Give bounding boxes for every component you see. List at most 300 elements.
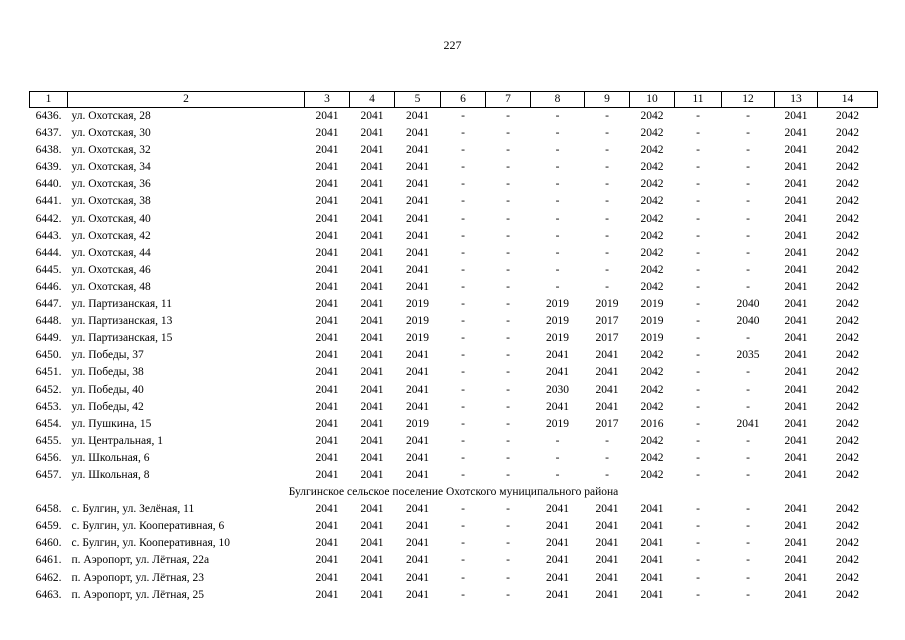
table-cell: 2041 [640, 537, 664, 550]
row-number: 6461. [35, 554, 62, 567]
row-number: 6462. [35, 571, 62, 584]
table-cell: 2041 [406, 400, 429, 413]
table-cell: 2041 [360, 468, 384, 481]
table-cell: 2041 [315, 366, 339, 379]
table-cell: - [461, 383, 465, 396]
table-cell: - [461, 280, 465, 293]
table-cell: 2041 [360, 571, 384, 584]
table-cell: - [506, 127, 510, 140]
table-cell: 2041 [315, 332, 339, 345]
table-cell: - [696, 571, 700, 584]
table-cell: - [506, 571, 510, 584]
table-row [30, 433, 878, 450]
table-cell: - [461, 161, 465, 174]
row-number: 6438. [35, 144, 62, 157]
table-cell: 2041 [784, 110, 808, 122]
table-cell: 2042 [640, 280, 664, 293]
table-cell: - [605, 212, 609, 225]
table-cell: 2019 [595, 298, 619, 311]
table-cell: 2041 [784, 212, 808, 225]
table-cell: 2042 [836, 417, 859, 430]
table-cell: - [506, 366, 510, 379]
table-cell: - [696, 468, 700, 481]
table-cell: 2041 [784, 400, 808, 413]
table-cell: 2042 [640, 366, 664, 379]
table-cell: 2041 [406, 195, 429, 208]
table-cell: - [506, 315, 510, 328]
table-cell: 2019 [546, 332, 569, 345]
table-cell: 2041 [360, 263, 384, 276]
table-row [30, 450, 878, 467]
table-cell: 2041 [360, 195, 384, 208]
table-cell: - [746, 554, 750, 567]
row-number: 6458. [35, 503, 62, 516]
table-cell: - [555, 127, 560, 140]
table-cell: - [696, 451, 700, 464]
table-cell: 2041 [736, 417, 760, 430]
table-row [30, 262, 878, 279]
table-cell: 2041 [315, 229, 339, 242]
table-cell: - [461, 349, 465, 362]
table-cell: - [696, 417, 700, 430]
table-row [30, 142, 878, 159]
row-address: ул. Охотская, 40 [71, 212, 151, 225]
row-address: ул. Центральная, 1 [71, 434, 163, 447]
table-cell: - [696, 127, 700, 140]
table-cell: - [696, 161, 700, 174]
table-cell: 2041 [315, 110, 339, 122]
row-address: ул. Партизанская, 15 [71, 332, 173, 345]
table-cell: - [696, 503, 700, 516]
table-cell: 2041 [784, 280, 808, 293]
table-cell: - [746, 400, 750, 413]
table-cell: 2041 [595, 349, 619, 362]
table-cell: 2041 [595, 537, 619, 550]
table-cell: - [555, 246, 560, 259]
row-address: ул. Охотская, 28 [71, 110, 151, 122]
table-cell: 2041 [784, 246, 808, 259]
table-cell: 2041 [360, 554, 384, 567]
table-cell: 2042 [640, 434, 664, 447]
row-number: 6439. [35, 161, 62, 174]
table-cell: - [746, 246, 750, 259]
table-cell: 2041 [315, 383, 339, 396]
table-cell: 2041 [406, 383, 429, 396]
table-cell: 2042 [640, 400, 664, 413]
table-cell: 2041 [406, 110, 429, 122]
table-cell: 2019 [546, 417, 569, 430]
table-cell: 2041 [360, 315, 384, 328]
row-number: 6456. [35, 451, 62, 464]
table-cell: 2041 [406, 212, 429, 225]
table-cell: - [461, 332, 465, 345]
table-cell: - [696, 332, 700, 345]
table-cell: 2042 [836, 503, 859, 516]
table-cell: 2041 [360, 229, 384, 242]
table-cell: - [506, 520, 510, 533]
table-cell: - [461, 212, 465, 225]
table-cell: - [506, 554, 510, 567]
table-cell: 2041 [315, 263, 339, 276]
table-cell: 2042 [836, 110, 859, 122]
table-cell: - [696, 195, 700, 208]
table-cell: - [746, 263, 750, 276]
table-cell: 2041 [640, 571, 664, 584]
row-address: ул. Партизанская, 11 [71, 298, 172, 311]
table-cell: - [746, 127, 750, 140]
column-header: 10 [630, 92, 675, 108]
table-cell: - [746, 468, 750, 481]
table-cell: 2041 [546, 503, 569, 516]
table-cell: 2041 [784, 520, 808, 533]
table-cell: - [605, 161, 609, 174]
table-cell: - [461, 554, 465, 567]
table-cell: - [506, 434, 510, 447]
table-cell: 2041 [360, 298, 384, 311]
table-cell: 2041 [595, 571, 619, 584]
row-address: ул. Победы, 40 [71, 383, 144, 396]
table-cell: - [461, 229, 465, 242]
table-cell: 2040 [736, 298, 760, 311]
table-cell: 2041 [315, 537, 339, 550]
table-cell: 2017 [595, 315, 619, 328]
table-cell: - [696, 178, 700, 191]
table-cell: 2042 [640, 195, 664, 208]
row-number: 6445. [35, 263, 62, 276]
table-cell: 2041 [406, 280, 429, 293]
table-cell: 2041 [784, 332, 808, 345]
table-cell: 2042 [640, 212, 664, 225]
row-address: ул. Пушкина, 15 [71, 417, 152, 430]
table-cell: - [746, 280, 750, 293]
table-cell: 2041 [595, 503, 619, 516]
table-cell: 2041 [546, 400, 569, 413]
table-cell: - [506, 332, 510, 345]
column-header: 5 [395, 92, 441, 108]
table-row [30, 330, 878, 347]
row-address: п. Аэропорт, ул. Лётная, 22а [71, 554, 210, 567]
table-cell: 2041 [784, 315, 808, 328]
table-cell: - [605, 144, 609, 157]
table-cell: 2041 [360, 366, 384, 379]
table-cell: 2041 [406, 571, 429, 584]
table-cell: 2041 [315, 468, 339, 481]
table-cell: - [506, 246, 510, 259]
row-number: 6455. [35, 434, 62, 447]
table-cell: - [461, 263, 465, 276]
table-cell: - [461, 246, 465, 259]
table-cell: - [461, 144, 465, 157]
table-cell: 2041 [360, 144, 384, 157]
table-cell: 2042 [640, 178, 664, 191]
table-cell: 2041 [784, 161, 808, 174]
table-cell: 2041 [360, 451, 384, 464]
table-cell: 2041 [406, 451, 429, 464]
table-row [30, 570, 878, 587]
table-cell: - [506, 400, 510, 413]
table-cell: 2041 [360, 178, 384, 191]
column-header: 4 [350, 92, 395, 108]
row-number: 6444. [35, 246, 62, 259]
table-cell: - [555, 451, 560, 464]
table-cell: 2041 [595, 554, 619, 567]
table-cell: 2041 [315, 588, 339, 601]
table-row [30, 176, 878, 193]
table-row [30, 296, 878, 313]
table-cell: - [746, 451, 750, 464]
table-cell: 2041 [406, 520, 429, 533]
table-cell: - [506, 178, 510, 191]
table-cell: - [696, 144, 700, 157]
table-cell: - [696, 263, 700, 276]
table-cell: 2041 [784, 178, 808, 191]
table-cell: 2041 [315, 503, 339, 516]
table-cell: 2041 [784, 554, 808, 567]
table-cell: - [506, 468, 510, 481]
table-cell: - [605, 195, 609, 208]
table-cell: 2041 [784, 195, 808, 208]
table-cell: - [506, 161, 510, 174]
table-cell: 2042 [640, 383, 664, 396]
table-cell: 2019 [406, 332, 429, 345]
table-cell: 2042 [640, 110, 664, 122]
table-row [30, 211, 878, 228]
column-header: 14 [818, 92, 878, 108]
table-cell: - [555, 212, 560, 225]
row-number: 6448. [35, 315, 62, 328]
table-cell: - [555, 434, 560, 447]
table-cell: 2041 [315, 520, 339, 533]
table-cell: 2041 [360, 434, 384, 447]
table-cell: 2017 [595, 417, 619, 430]
table-cell: - [605, 246, 609, 259]
table-cell: 2041 [406, 366, 429, 379]
table-cell: 2041 [406, 161, 429, 174]
table-body [30, 108, 878, 604]
column-header: 8 [531, 92, 585, 108]
table-row [30, 193, 878, 210]
table-cell: - [696, 400, 700, 413]
table-cell: 2041 [360, 280, 384, 293]
table-cell: 2042 [836, 263, 859, 276]
column-header: 2 [68, 92, 305, 108]
row-number: 6463. [35, 588, 62, 601]
table-cell: 2042 [640, 349, 664, 362]
table-cell: - [696, 520, 700, 533]
table-cell: 2041 [315, 451, 339, 464]
table-cell: 2041 [406, 349, 429, 362]
row-address: ул. Охотская, 32 [71, 144, 151, 157]
table-cell: - [605, 110, 609, 122]
row-address: ул. Победы, 42 [71, 400, 144, 413]
table-cell: - [605, 468, 609, 481]
table-cell: 2042 [640, 468, 664, 481]
row-address: ул. Охотская, 30 [71, 127, 151, 140]
table-cell: - [461, 468, 465, 481]
table-row [30, 535, 878, 552]
table-cell: 2019 [640, 315, 664, 328]
table-cell: 2042 [836, 280, 859, 293]
table-cell: - [696, 229, 700, 242]
row-number: 6452. [35, 383, 62, 396]
row-number: 6441. [35, 195, 62, 208]
table-cell: - [696, 588, 700, 601]
table-cell: - [506, 417, 510, 430]
table-cell: - [746, 110, 750, 122]
table-cell: 2041 [784, 451, 808, 464]
table-cell: 2041 [315, 349, 339, 362]
table-header [30, 92, 878, 108]
table-cell: 2042 [640, 263, 664, 276]
table-cell: - [461, 178, 465, 191]
table-cell: 2041 [315, 246, 339, 259]
column-header: 11 [675, 92, 722, 108]
table-cell: 2042 [836, 195, 859, 208]
table-cell: - [696, 110, 700, 122]
table-cell: 2040 [736, 315, 760, 328]
table-cell: - [461, 417, 465, 430]
table-cell: - [506, 229, 510, 242]
row-number: 6457. [35, 468, 62, 481]
table-cell: 2041 [406, 246, 429, 259]
table-cell: - [696, 434, 700, 447]
table-row [30, 245, 878, 262]
row-number: 6450. [35, 349, 62, 362]
row-number: 6447. [35, 298, 62, 311]
table-cell: 2041 [406, 229, 429, 242]
table-row [30, 159, 878, 176]
table-cell: 2041 [406, 537, 429, 550]
table-cell: - [746, 588, 750, 601]
table-cell: 2041 [784, 229, 808, 242]
table-row [30, 416, 878, 433]
table-cell: - [746, 366, 750, 379]
table-cell: - [506, 263, 510, 276]
table-cell: 2041 [784, 417, 808, 430]
table-cell: 2041 [406, 468, 429, 481]
row-number: 6442. [35, 212, 62, 225]
table-cell: - [696, 315, 700, 328]
row-address: п. Аэропорт, ул. Лётная, 23 [71, 571, 205, 584]
table-cell: - [461, 571, 465, 584]
table-cell: 2042 [640, 229, 664, 242]
row-address: ул. Охотская, 38 [71, 195, 151, 208]
table-cell: - [746, 383, 750, 396]
table-row [30, 518, 878, 535]
table-cell: - [696, 366, 700, 379]
table-cell: 2041 [315, 144, 339, 157]
table-cell: 2042 [640, 161, 664, 174]
table-cell: 2041 [360, 520, 384, 533]
table-cell: 2042 [836, 468, 859, 481]
table-cell: 2035 [736, 349, 760, 362]
row-address: ул. Победы, 38 [71, 366, 144, 379]
table-cell: 2041 [595, 588, 619, 601]
table-cell: 2041 [784, 144, 808, 157]
row-address: ул. Охотская, 46 [71, 263, 151, 276]
table-cell: - [461, 315, 465, 328]
table-cell: - [506, 451, 510, 464]
table-row [30, 364, 878, 381]
table-cell: - [746, 212, 750, 225]
table-cell: 2041 [546, 537, 569, 550]
table-cell: - [555, 178, 560, 191]
table-cell: - [506, 144, 510, 157]
table-cell: - [696, 349, 700, 362]
table-cell: - [461, 588, 465, 601]
table-cell: 2042 [640, 451, 664, 464]
table-row [30, 552, 878, 569]
table-cell: 2041 [784, 434, 808, 447]
table-cell: 2042 [836, 144, 859, 157]
table-cell: - [555, 229, 560, 242]
column-header: 1 [30, 92, 68, 108]
table-row [30, 108, 878, 126]
table-cell: 2042 [836, 383, 859, 396]
table-cell: 2041 [315, 434, 339, 447]
row-number: 6440. [35, 178, 62, 191]
table-cell: 2042 [640, 127, 664, 140]
row-number: 6451. [35, 366, 62, 379]
table-cell: 2041 [546, 571, 569, 584]
table-cell: - [746, 503, 750, 516]
table-cell: - [555, 468, 560, 481]
table-cell: - [746, 571, 750, 584]
table-cell: 2030 [546, 383, 569, 396]
row-address: ул. Охотская, 48 [71, 280, 151, 293]
table-row [30, 279, 878, 296]
table-cell: 2041 [360, 349, 384, 362]
column-header: 13 [775, 92, 818, 108]
table-cell: 2019 [640, 332, 664, 345]
table-cell: - [461, 298, 465, 311]
table-cell: 2041 [546, 366, 569, 379]
table-cell: 2041 [784, 127, 808, 140]
table-cell: 2042 [640, 246, 664, 259]
table-cell: 2042 [836, 161, 859, 174]
table-cell: 2041 [360, 400, 384, 413]
table-cell: 2041 [784, 298, 808, 311]
column-header: 3 [305, 92, 350, 108]
table-cell: - [555, 144, 560, 157]
table-cell: - [461, 195, 465, 208]
table-cell: - [746, 434, 750, 447]
table-cell: 2041 [406, 263, 429, 276]
table-cell: - [605, 178, 609, 191]
table-cell: 2041 [595, 383, 619, 396]
table-cell: 2042 [836, 434, 859, 447]
table-cell: 2041 [360, 503, 384, 516]
table-cell: - [461, 110, 465, 122]
table-cell: - [696, 554, 700, 567]
table-cell: 2041 [315, 417, 339, 430]
row-address: ул. Школьная, 6 [71, 451, 150, 464]
table-cell: 2041 [360, 332, 384, 345]
table-cell: 2042 [836, 571, 859, 584]
table-cell: 2041 [360, 212, 384, 225]
row-address: ул. Победы, 37 [71, 349, 144, 362]
table-cell: - [746, 161, 750, 174]
table-cell: 2041 [360, 246, 384, 259]
table-cell: 2041 [360, 417, 384, 430]
row-number: 6454. [35, 417, 62, 430]
table-cell: 2042 [836, 178, 859, 191]
row-address: ул. Охотская, 44 [71, 246, 151, 259]
row-address: ул. Охотская, 42 [71, 229, 151, 242]
table-cell: 2041 [784, 383, 808, 396]
table-cell: 2042 [836, 332, 859, 345]
table-cell: 2041 [640, 588, 664, 601]
